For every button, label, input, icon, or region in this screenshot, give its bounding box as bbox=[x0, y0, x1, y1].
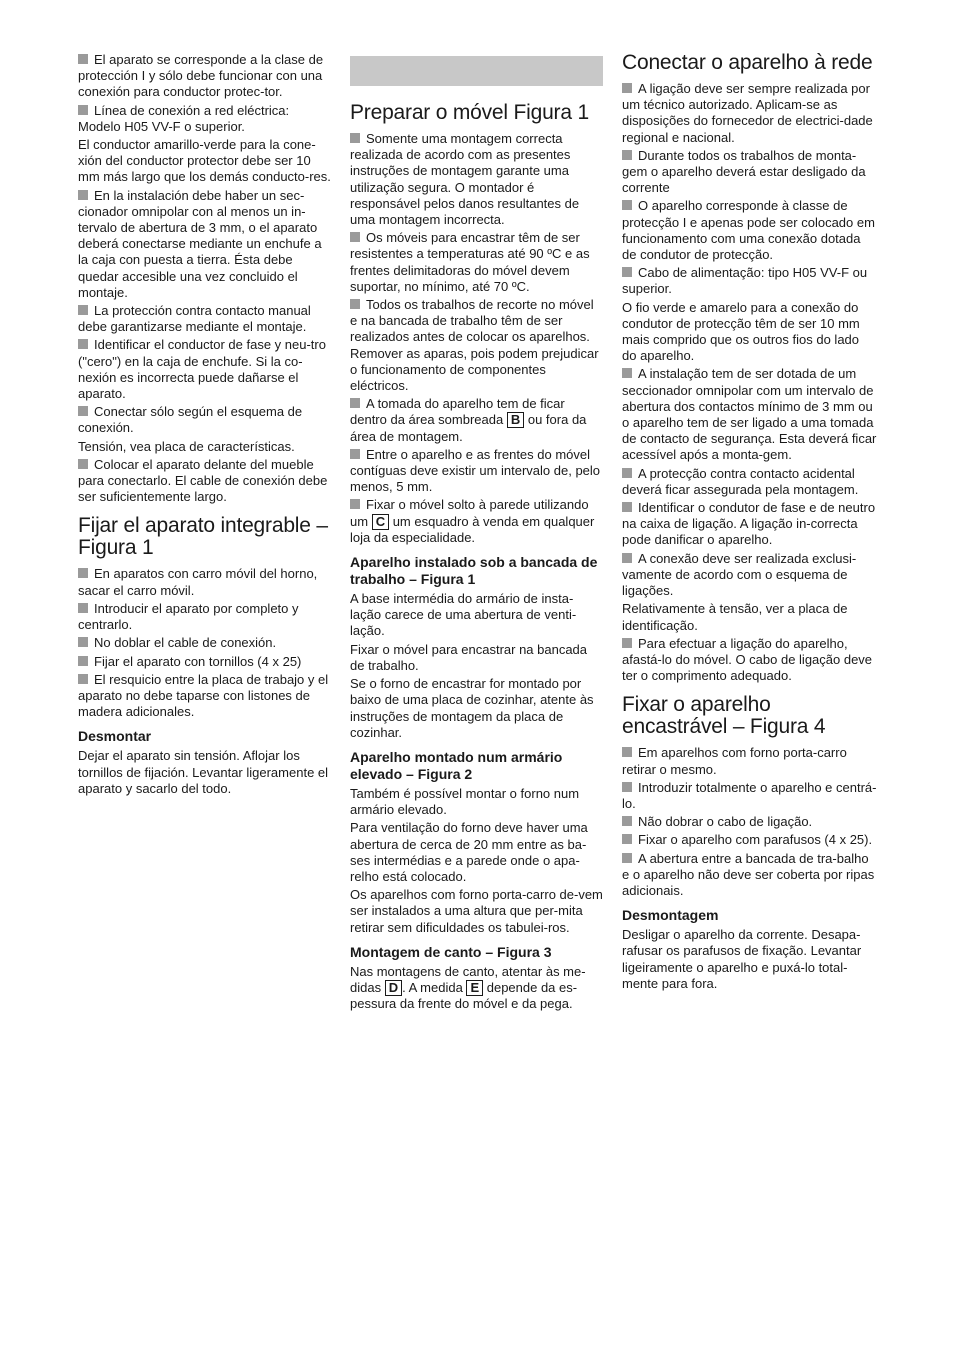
paragraph: En aparatos con carro móvil del horno, sacar el carro móvil. bbox=[78, 566, 318, 598]
section-heading-conectar: Conectar o aparelho à rede bbox=[622, 51, 873, 74]
figure-label-d: D bbox=[385, 980, 402, 996]
bullet-square-icon bbox=[350, 299, 360, 309]
bullet-square-icon bbox=[622, 782, 632, 792]
bullet-square-icon bbox=[78, 190, 88, 200]
paragraph: Tensión, vea placa de características. bbox=[78, 438, 295, 454]
paragraph: A base intermédia do armário de insta-lação carece de uma abertura de venti-lação. bbox=[350, 591, 577, 639]
paragraph: En la instalación debe haber un sec-cionador omnipolar con al menos un in-tervalo de abertura de 3 mm, o el aparato deberá conectarse mediante un enchufe a la caja con puesta a tierra. Ésta debe quedar accesible una vez concluido el montaje. bbox=[78, 187, 322, 300]
grey-header-bar bbox=[350, 56, 603, 86]
bullet-square-icon bbox=[78, 406, 88, 416]
paragraph: Não dobrar o cabo de ligação. bbox=[622, 814, 877, 830]
subheading-desmontagem: Desmontagem bbox=[622, 907, 719, 924]
subheading-elevado: Aparelho montado num armário elevado – Figura 2 bbox=[350, 748, 563, 782]
bullet-square-icon bbox=[350, 232, 360, 242]
paragraph: Dejar el aparato sin tensión. Aflojar los tornillos de fijación. Levantar ligeramente el aparato y sacarlo del todo. bbox=[78, 748, 329, 796]
paragraph: Línea de conexión a red eléctrica: Modelo H05 VV-F o superior. bbox=[78, 102, 290, 134]
paragraph: Todos os trabalhos de recorte no móvel e na bancada de trabalho têm de ser realizados antes de colocar os aparelhos. Remover as aparas, pois podem prejudicar o funcionamento de componentes eléctricos. bbox=[350, 297, 599, 394]
section-heading-fixar: Fixar o aparelho encastrável – Figura 4 bbox=[622, 693, 826, 739]
paragraph: Para efectuar a ligação do aparelho, afastá-lo do móvel. O cabo de ligação deve ter o comprimento adequado. bbox=[622, 635, 873, 684]
paragraph: Nas montagens de canto, atentar às me-didas D . A medida E depende da es-pessura da frente do móvel e da pega. bbox=[350, 963, 586, 1012]
paragraph: Em aparelhos com forno porta-carro retirar o mesmo. bbox=[622, 745, 847, 777]
paragraph: Fixar o aparelho com parafusos (4 x 25). bbox=[622, 832, 877, 848]
paragraph: Fijar el aparato con tornillos (4 x 25) bbox=[78, 654, 331, 670]
paragraph: El aparato se corresponde a la clase de protección I y sólo debe funcionar con una conexión para conductor protec-tor. bbox=[78, 52, 324, 100]
subheading-desmontar: Desmontar bbox=[78, 728, 152, 745]
paragraph: O fio verde e amarelo para a conexão do condutor de protecção têm de ser 10 mm mais comprido que os outros fios do lado do aparelho. bbox=[622, 299, 860, 364]
paragraph: A ligação deve ser sempre realizada por um técnico autorizado. Aplicam-se as disposições do fornecedor de electrici-dade regional e nacional. bbox=[622, 81, 873, 145]
bullet-square-icon bbox=[78, 459, 88, 469]
column-portuguese-2 bbox=[622, 52, 877, 994]
figure-label-b: B bbox=[507, 412, 524, 428]
bullet-square-icon bbox=[622, 468, 632, 478]
bullet-square-icon bbox=[350, 398, 360, 408]
column-portuguese-1 bbox=[350, 52, 603, 1014]
bullet-square-icon bbox=[350, 499, 360, 509]
paragraph: Desligar o aparelho da corrente. Desapa-rafusar os parafusos de fixação. Levantar ligeiramente o aparelho e puxá-lo total-mente para fora. bbox=[622, 927, 862, 991]
bullet-square-icon bbox=[622, 502, 632, 512]
section-heading-fijar: Fijar el aparato integrable – Figura 1 bbox=[78, 514, 328, 560]
bullet-square-icon bbox=[78, 305, 88, 315]
paragraph: Conectar sólo según el esquema de conexión. bbox=[78, 404, 303, 436]
paragraph: El resquicio entre la placa de trabajo y el aparato no debe taparse con listones de madera adicionales. bbox=[78, 671, 329, 720]
paragraph: A protecção contra contacto acidental deverá ficar assegurada pela montagem. bbox=[622, 465, 859, 497]
paragraph: Cabo de alimentação: tipo H05 VV-F ou superior. bbox=[622, 265, 868, 297]
paragraph: La protección contra contacto manual debe garantizarse mediante el montaje. bbox=[78, 303, 311, 335]
bullet-square-icon bbox=[78, 339, 88, 349]
paragraph: No doblar el cable de conexión. bbox=[78, 635, 331, 651]
bullet-square-icon bbox=[78, 674, 88, 684]
subheading-canto: Montagem de canto – Figura 3 bbox=[350, 943, 552, 960]
bullet-square-icon bbox=[622, 747, 632, 757]
paragraph: Relativamente à tensão, ver a placa de identificação. bbox=[622, 601, 848, 633]
bullet-square-icon bbox=[622, 834, 632, 844]
column-spanish bbox=[78, 52, 331, 799]
bullet-square-icon bbox=[622, 816, 632, 826]
paragraph: A conexão deve ser realizada exclusi-vamente de acordo com o esquema de ligações. bbox=[622, 550, 857, 599]
bullet-square-icon bbox=[622, 83, 632, 93]
paragraph: Também é possível montar o forno num armário elevado. bbox=[350, 785, 580, 818]
bullet-square-icon bbox=[78, 568, 88, 578]
paragraph: A abertura entre a bancada de tra-balho e o aparelho não deve ser coberta por ripas adicionais. bbox=[622, 850, 875, 898]
bullet-square-icon bbox=[78, 105, 88, 115]
figure-label-c: C bbox=[372, 514, 389, 530]
bullet-square-icon bbox=[350, 449, 360, 459]
bullet-square-icon bbox=[350, 133, 360, 143]
paragraph: Fixar o móvel solto à parede utilizando um C um esquadro à venda em qualquer loja da especialidade. bbox=[350, 497, 595, 545]
paragraph: O aparelho corresponde à classe de protecção I e apenas pode ser colocado em funcionamento com uma conexão dotada de condutor de protecção. bbox=[622, 198, 875, 263]
bullet-square-icon bbox=[622, 267, 632, 277]
paragraph: Para ventilação do forno deve haver uma abertura de cerca de 20 mm entre as ba-ses intermédias e a parede onde o apa-relho está colocado. bbox=[350, 820, 588, 884]
figure-label-e: E bbox=[466, 980, 483, 996]
paragraph: A instalação tem de ser dotada de um seccionador omnipolar com um intervalo de abertura dos contactos mínimo de 3 mm ou o aparelho tem de ser ligado a uma tomada de contacto de segurança. Esta deverá ficar acessível após a monta-gem. bbox=[622, 366, 877, 463]
paragraph: Fixar o móvel para encastrar na bancada de trabalho. bbox=[350, 641, 588, 673]
paragraph: Identificar el conductor de fase y neu-tro ("cero") en la caja de enchufe. Si la co-nexión es incorrecta puede dañarse el aparato. bbox=[78, 337, 326, 402]
bullet-square-icon bbox=[622, 150, 632, 160]
bullet-square-icon bbox=[622, 200, 632, 210]
paragraph: Os aparelhos com forno porta-carro de-vem ser instalados a uma altura que per-mita retirar sem dificuldades os tabulei-ros. bbox=[350, 887, 603, 935]
bullet-square-icon bbox=[622, 638, 632, 648]
paragraph: Identificar o condutor de fase e de neutro na caixa de ligação. A ligação in-correcta pode danificar o aparelho. bbox=[622, 500, 876, 548]
paragraph: Colocar el aparato delante del mueble para conectarlo. El cable de conexión debe ser suficientemente largo. bbox=[78, 456, 328, 505]
bullet-square-icon bbox=[78, 656, 88, 666]
bullet-square-icon bbox=[78, 603, 88, 613]
paragraph: Se o forno de encastrar for montado por baixo de uma placa de cozinhar, atente às instruções de montagem da placa de cozinhar. bbox=[350, 676, 594, 740]
paragraph: Somente uma montagem correcta realizada de acordo com as presentes instruções de montagem garante uma utilização segura. O montador é responsável pelos danos resultantes de uma montagem incorrecta. bbox=[350, 131, 580, 228]
paragraph: Entre o aparelho e as frentes do móvel contíguas deve existir um intervalo de, pelo menos, 5 mm. bbox=[350, 446, 601, 495]
paragraph: Durante todos os trabalhos de monta-gem o aparelho deverá estar desligado da corrente bbox=[622, 147, 866, 196]
bullet-square-icon bbox=[622, 553, 632, 563]
bullet-square-icon bbox=[622, 368, 632, 378]
paragraph: A tomada do aparelho tem de ficar dentro da área sombreada B ou fora da área de montagem. bbox=[350, 396, 587, 444]
bullet-square-icon bbox=[78, 637, 88, 647]
paragraph: El conductor amarillo-verde para la cone-xión del conductor protector debe ser 10 mm más largo que los demás conducto-res. bbox=[78, 137, 331, 185]
paragraph: Os móveis para encastrar têm de ser resistentes a temperaturas até 90 ºC e as frentes delimitadoras do móvel devem suportar, no mínimo, até 70 ºC. bbox=[350, 230, 590, 294]
paragraph: Introducir el aparato por completo y centrarlo. bbox=[78, 600, 299, 633]
bullet-square-icon bbox=[78, 54, 88, 64]
paragraph: Introduzir totalmente o aparelho e centrá-lo. bbox=[622, 779, 877, 811]
bullet-square-icon bbox=[622, 853, 632, 863]
section-heading-preparar: Preparar o móvel Figura 1 bbox=[350, 101, 589, 124]
subheading-bancada: Aparelho instalado sob a bancada de trabalho – Figura 1 bbox=[350, 554, 598, 588]
